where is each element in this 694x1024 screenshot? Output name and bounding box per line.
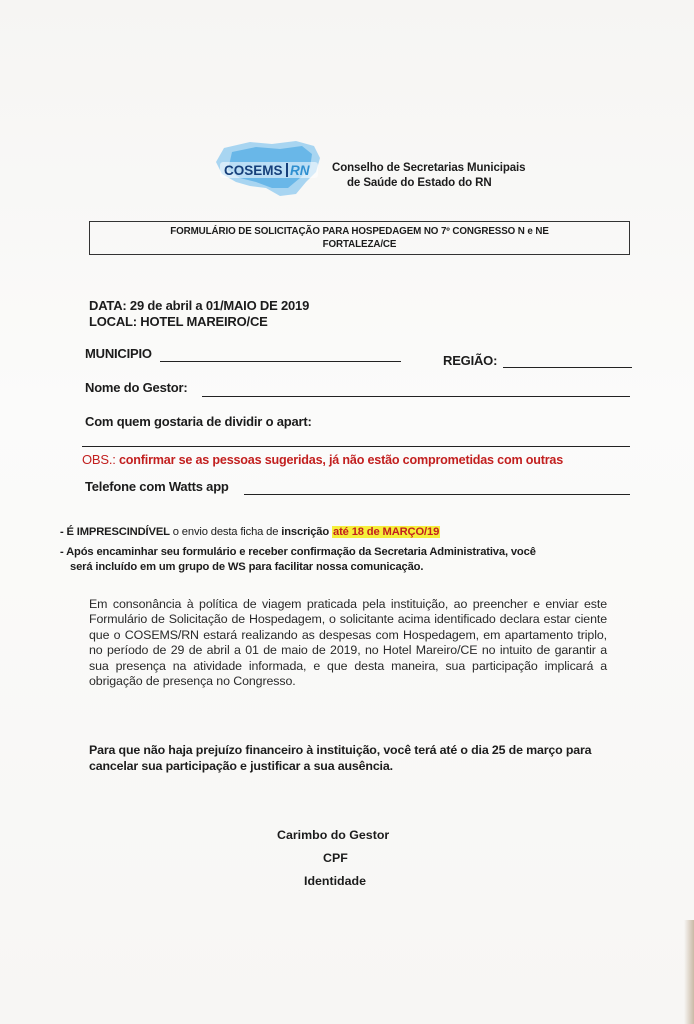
obs-note [82,452,563,467]
obs-label: OBS.: [82,452,116,467]
org-name-line1: Conselho de Secretarias Municipais [332,162,526,174]
gestor-field[interactable] [202,396,630,397]
note-whatsapp-line1 [60,545,536,559]
form-title-line2: FORTALEZA/CE [322,239,397,250]
deadline-highlight: até 18 de MARÇO/19 [333,526,440,538]
note-deadline-text: o envio desta ficha de [169,526,282,538]
svg-text:RN: RN [290,163,310,178]
telefone-label: Telefone com Watts app [85,479,229,494]
cpf-label: CPF [323,851,348,865]
municipio-field[interactable] [160,361,401,362]
logo-text: COSEMS [224,163,283,178]
regiao-field[interactable] [503,367,632,368]
note-deadline-bold: - É IMPRESCINDÍVEL [60,526,170,538]
telefone-field[interactable] [244,494,630,495]
dividir-label: Com quem gostaria de dividir o apart: [85,414,312,429]
obs-text: confirmar se as pessoas sugeridas, já não estão comprometidas com outras [119,453,564,467]
page-edge-shadow [684,920,694,1024]
carimbo-label: Carimbo do Gestor [277,828,390,842]
cancellation-paragraph: Para que não haja prejuízo financeiro à instituição, você terá até o dia 25 de março para cancelar sua participação e justificar a sua ausência. [89,743,592,773]
note-deadline-inscricao: inscrição [281,526,330,538]
municipio-label: MUNICIPIO [85,346,152,361]
note-deadline [60,525,440,539]
cosems-rn-logo [210,138,330,200]
note-whatsapp-text2: será incluído em um grupo de WS para facilitar nossa comunicação. [70,561,424,573]
note-whatsapp-text1: - Após encaminhar seu formulário e receber confirmação da Secretaria Administrativa, você [60,546,536,558]
policy-paragraph: Em consonância à política de viagem praticada pela instituição, ao preencher e enviar este Formulário de Solicitação de Hospedagem, o solicitante acima identificado declara estar ciente que o COSEMS/RN estará realizando as despesas com Hospedagem, em apartamento triplo, no período de 29 de abril a 01 de maio de 2019, no Hotel Mareiro/CE no intuito de garantir a sua presença na atividade informada, e que desta maneira, sua participação implicará a obrigação de presença no Congresso. [89,597,607,689]
event-date: DATA: 29 de abril a 01/MAIO DE 2019 [89,298,310,313]
form-title-box [89,221,630,255]
dividir-field[interactable] [82,446,630,447]
identidade-label: Identidade [304,874,366,888]
gestor-label: Nome do Gestor: [85,380,188,395]
regiao-label: REGIÃO: [443,353,498,368]
note-whatsapp-line2 [70,560,423,574]
org-name-line2: de Saúde do Estado do RN [347,177,492,189]
event-location: LOCAL: HOTEL MAREIRO/CE [89,314,268,329]
form-title-line1: FORMULÁRIO DE SOLICITAÇÃO PARA HOSPEDAGEM NO 7º CONGRESSO N e NE [170,226,549,237]
